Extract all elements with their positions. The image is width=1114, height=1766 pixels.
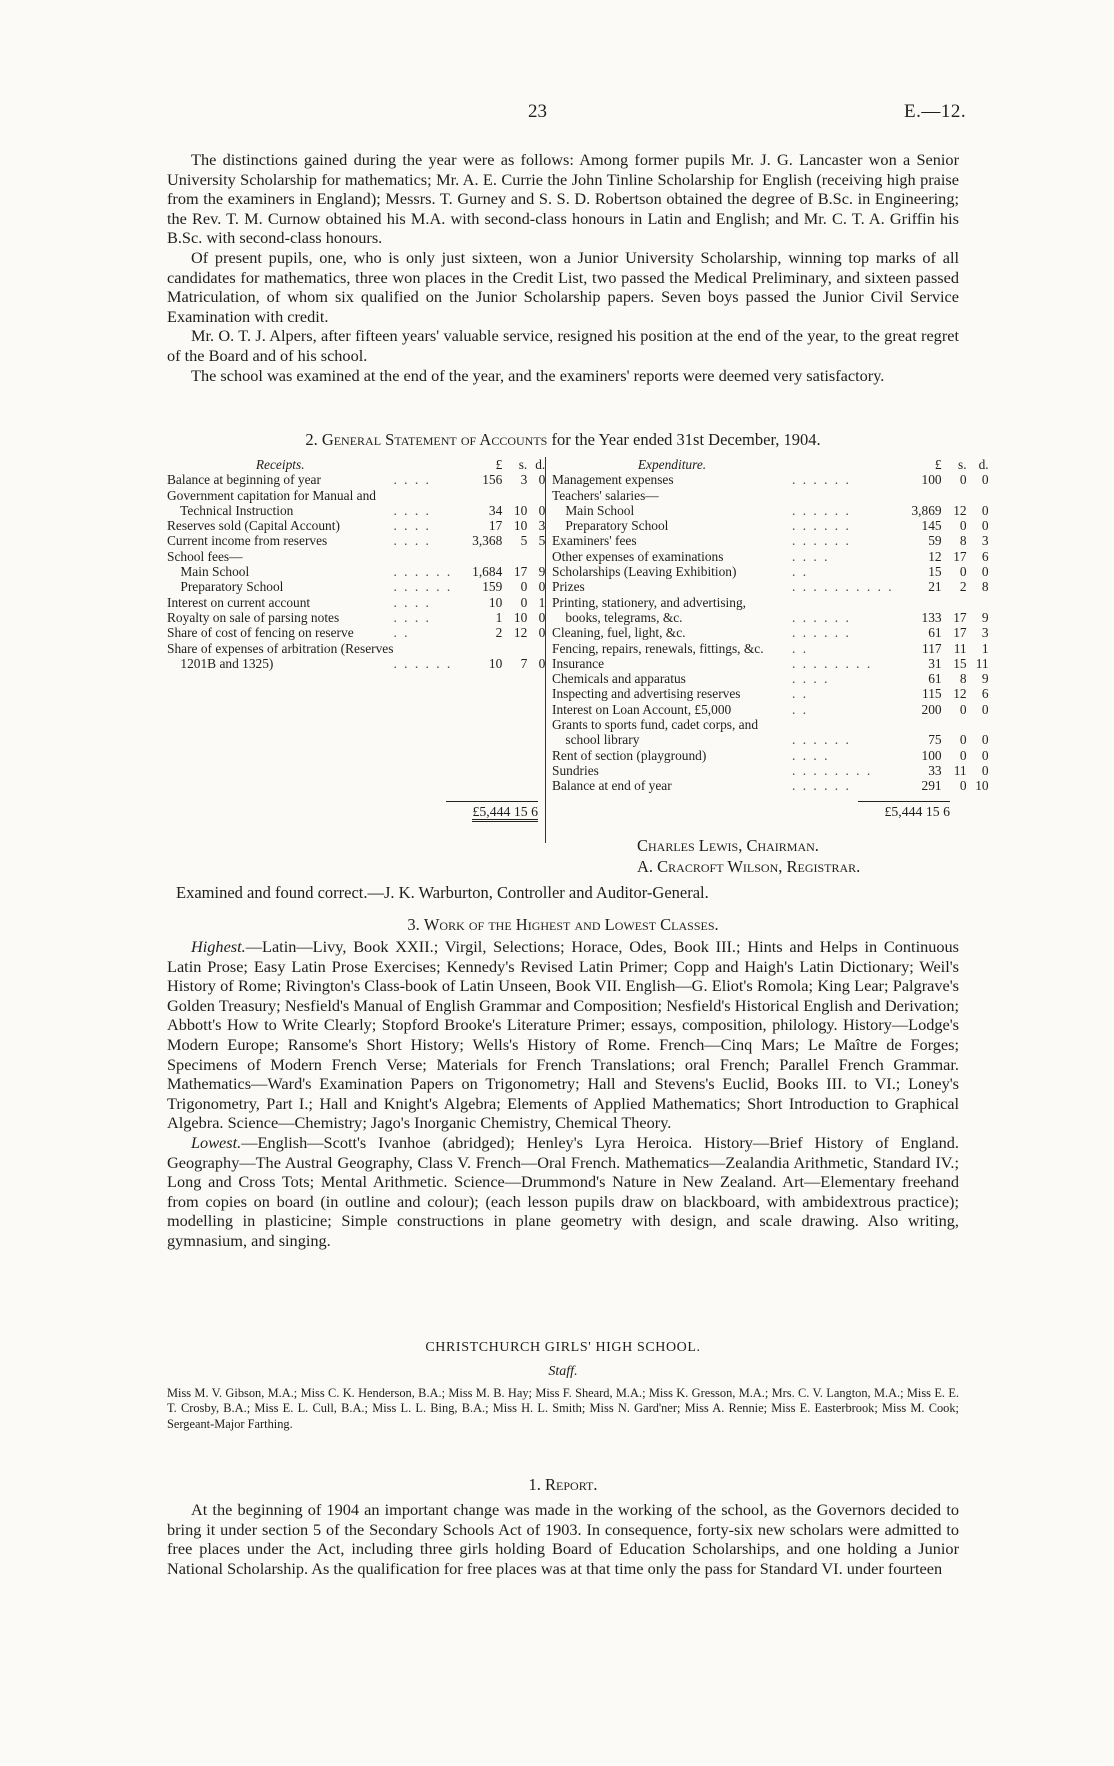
amount-pounds: 200 [921, 701, 942, 717]
amount-pounds: 117 [922, 640, 942, 656]
amount-shillings: 0 [959, 518, 967, 534]
leader-dots: . . . . [792, 548, 830, 564]
amount-pence: 0 [981, 472, 989, 488]
account-label: Cleaning, fuel, light, &c. [552, 625, 686, 641]
amount-shillings: 10 [513, 502, 528, 518]
amount-pence: 0 [538, 625, 546, 641]
amount-pence: 3 [981, 625, 989, 641]
accounts-title: 2. General Statement of Accounts for the Year ended 31st December, 1904. [305, 430, 821, 449]
leader-dots: . . . . . . [792, 533, 851, 549]
amount-pence [527, 488, 545, 503]
amount-shillings: 11 [953, 640, 967, 656]
leader-dots: . . . . . . . . [792, 655, 873, 671]
col-pence: d. [978, 457, 989, 472]
amount-pounds: 31 [928, 655, 942, 671]
amount-pence: 0 [981, 762, 989, 778]
amount-pounds [452, 549, 502, 564]
leader-dots: . . . . . . [792, 518, 851, 534]
account-label: Scholarships (Leaving Exhibition) [552, 564, 737, 580]
leader-dots: . . [792, 640, 809, 656]
leader-dots: . . [792, 701, 809, 717]
amount-pence [527, 641, 545, 656]
account-label: Inspecting and advertising reserves [552, 686, 741, 702]
amount-shillings: 17 [953, 625, 967, 641]
leader-dots: . . . . [393, 594, 431, 610]
account-label: Balance at end of year [552, 778, 672, 794]
account-label: Interest on current account [167, 594, 311, 610]
leader-dots [393, 488, 452, 503]
account-row [552, 564, 989, 579]
amount-shillings: 7 [520, 655, 528, 671]
account-row [167, 625, 545, 640]
amount-pence: 9 [981, 671, 989, 687]
amount-pounds [894, 595, 942, 610]
account-label: Printing, stationery, and advertising, [552, 594, 747, 610]
account-row [552, 518, 989, 533]
staff-heading: Staff. [548, 1364, 578, 1379]
amount-pounds [894, 488, 942, 503]
col-pence: d. [535, 457, 546, 472]
account-row [552, 686, 989, 701]
amount-shillings: 17 [953, 548, 967, 564]
account-label: Balance at beginning of year [167, 472, 321, 488]
account-label: Fencing, repairs, renewals, fittings, &c. [552, 640, 764, 656]
amount-pounds: 61 [928, 625, 942, 641]
receipts-total: £5,444 15 6 [446, 801, 538, 820]
account-row [552, 488, 989, 503]
intro-paragraph: Mr. O. T. J. Alpers, after fifteen years' valuable service, resigned his position at the end of the year, to the great regret of the Board and of his school. [167, 326, 959, 365]
account-row [167, 549, 545, 564]
leader-dots [792, 717, 894, 732]
work-title: 3. Work of the Highest and Lowest Classes. [407, 915, 719, 934]
amount-shillings: 5 [520, 533, 528, 549]
leader-dots: . . . . . . [792, 732, 851, 748]
account-row [167, 488, 545, 503]
amount-shillings: 8 [959, 533, 967, 549]
document-code: E.—12. [904, 101, 967, 122]
account-label: Prizes [552, 579, 585, 595]
account-row [167, 564, 545, 579]
amount-pence: 6 [981, 686, 989, 702]
amount-pence: 10 [975, 778, 989, 794]
account-label: Sundries [552, 762, 599, 778]
amount-shillings [502, 549, 527, 564]
account-row [552, 595, 989, 610]
account-row [167, 472, 545, 487]
amount-pounds: 10 [488, 655, 503, 671]
amount-pence [967, 488, 989, 503]
expenditure-table [552, 457, 989, 794]
amount-shillings: 0 [959, 732, 967, 748]
amount-pounds: 2 [495, 625, 503, 641]
intro-paragraph: The distinctions gained during the year were as follows: Among former pupils Mr. J. G. Lancaster won a Senior University Scholarship for mathematics; Mr. A. E. Currie the John Tinline Scholarship for English (receiving high praise from the examiners in England); Messrs. T. Gurney and S. S. D. Robertson obtained the degree of B.Sc. in Engineering; the Rev. T. M. Curnow obtained his M.A. with second-class honours in Latin and English; and Mr. C. T. A. Griffin his B.Sc. with second-class honours. [167, 150, 959, 248]
account-row [167, 579, 545, 594]
amount-pounds: 10 [488, 594, 503, 610]
amount-shillings: 0 [959, 701, 967, 717]
amount-pounds: 75 [928, 732, 942, 748]
amount-shillings [502, 641, 527, 656]
amount-shillings [502, 488, 527, 503]
lowest-paragraph: Lowest.—English—Scott's Ivanhoe (abridged); Henley's Lyra Heroica. History—Brief History of England. Geography—The Austral Geography, Class V. French—Oral French. Mathematics—Zealandia Arithmetic, Standard IV.; Long and Cross Tots; Mental Arithmetic. Science—Drummond's Nature in New Zealand. Art—Elementary freehand from copies on board (in outline and colour); (each lesson pupils draw on blackboard, with ambidextrous practice); modelling in plasticine; Simple constructions in plane geometry with design, and scale drawing. Also writing, gymnasium, and singing. [167, 1132, 959, 1250]
account-row [552, 778, 989, 793]
amount-shillings: 0 [959, 778, 967, 794]
account-label: Share of cost of fencing on reserve [167, 625, 354, 641]
amount-shillings: 12 [953, 686, 967, 702]
leader-dots: . . . . . . [792, 609, 851, 625]
intro-paragraph: Of present pupils, one, who is only just sixteen, won a Junior University Scholarship, winning top marks of all candidates for mathematics, three won places in the Credit List, two passed the Medical Preliminary, and sixteen passed Matriculation, of whom six qualified on the Junior Scholarship papers. Seven boys passed the Junior Civil Service Examination with credit. [167, 247, 959, 326]
col-pounds: £ [934, 457, 942, 472]
amount-shillings: 10 [513, 609, 528, 625]
intro-section [167, 150, 959, 385]
account-row [552, 533, 989, 548]
amount-shillings: 10 [513, 518, 528, 534]
amount-pounds: 3,368 [472, 533, 503, 549]
page-number: 23 [528, 101, 547, 122]
amount-pence: 1 [981, 640, 989, 656]
leader-dots: . . . . . . . . [792, 762, 873, 778]
account-label: Main School [167, 564, 250, 580]
amount-pence: 0 [538, 609, 546, 625]
leader-dots: . . . . . . [792, 778, 851, 794]
account-label: Examiners' fees [552, 533, 637, 549]
leader-dots: . . . . [393, 502, 431, 518]
account-label: Other expenses of examinations [552, 548, 724, 564]
expenditure-header-row [552, 457, 989, 472]
amount-pence: 3 [981, 533, 989, 549]
leader-dots [393, 641, 452, 656]
leader-dots: . . . . [393, 609, 431, 625]
account-row [552, 625, 989, 640]
account-row [552, 549, 989, 564]
leader-dots: . . [393, 625, 410, 641]
amount-shillings: 2 [959, 579, 967, 595]
account-row [552, 748, 989, 763]
amount-shillings: 11 [953, 762, 967, 778]
amount-pence: 11 [975, 655, 989, 671]
amount-pounds: 1,684 [472, 564, 503, 580]
report-title: 1. Report. [528, 1475, 598, 1494]
amount-shillings: 17 [953, 609, 967, 625]
amount-shillings: 12 [513, 625, 528, 641]
col-pounds: £ [495, 457, 503, 472]
account-label: 1201B and 1325) [167, 655, 274, 671]
amount-shillings [942, 717, 967, 732]
staff-list: Miss M. V. Gibson, M.A.; Miss C. K. Henderson, B.A.; Miss M. B. Hay; Miss F. Sheard, M.A.; Miss K. Gresson, M.A.; Mrs. C. V. Langton, M.A.; Miss E. E. T. Crosby, B.A.; Miss E. L. Cull, B.A.; Miss L. L. Bing, B.A.; Miss H. L. Smith; Miss N. Gard'ner; Miss A. Rennie; Miss E. Easterbrook; Miss M. Cook; Sergeant-Major Farthing. [167, 1386, 959, 1431]
column-divider [545, 457, 546, 843]
amount-pence: 1 [538, 594, 546, 610]
amount-pounds: 3,869 [911, 502, 942, 518]
leader-dots: . . . . [792, 747, 830, 763]
amount-pounds: 156 [482, 472, 503, 488]
amount-pence: 0 [538, 655, 546, 671]
account-row [552, 656, 989, 671]
account-label: Technical Instruction [167, 502, 294, 518]
lowest-label: Lowest. [191, 1132, 242, 1152]
amount-pounds: 21 [928, 579, 942, 595]
account-row [552, 671, 989, 686]
amount-pence: 0 [981, 747, 989, 763]
amount-pence: 9 [981, 609, 989, 625]
account-label: Preparatory School [552, 518, 669, 534]
account-row [552, 732, 989, 747]
amount-pence [967, 717, 989, 732]
account-label: Teachers' salaries— [552, 487, 659, 503]
amount-pounds: 115 [922, 686, 942, 702]
account-label: Insurance [552, 655, 605, 671]
account-label: Rent of section (playground) [552, 747, 707, 763]
amount-pounds: 159 [482, 579, 503, 595]
account-label: Royalty on sale of parsing notes [167, 609, 340, 625]
account-row [552, 702, 989, 717]
amount-pence: 0 [538, 472, 546, 488]
amount-pounds [452, 488, 502, 503]
account-row [167, 641, 545, 656]
amount-pounds: 1 [495, 609, 503, 625]
amount-shillings: 0 [959, 472, 967, 488]
amount-shillings: 15 [953, 655, 967, 671]
work-section [167, 937, 959, 1251]
amount-pounds: 133 [921, 609, 942, 625]
receipts-header-row [167, 457, 545, 472]
amount-pounds: 17 [488, 518, 503, 534]
amount-pounds: 100 [921, 747, 942, 763]
amount-shillings: 0 [959, 747, 967, 763]
amount-pence: 0 [981, 701, 989, 717]
amount-shillings [942, 488, 967, 503]
leader-dots: . . [792, 564, 809, 580]
account-label: Interest on Loan Account, £5,000 [552, 701, 732, 717]
amount-pounds [452, 641, 502, 656]
amount-pence: 0 [981, 518, 989, 534]
report-section [167, 1500, 959, 1578]
account-label: Reserves sold (Capital Account) [167, 518, 340, 534]
amount-shillings: 3 [520, 472, 528, 488]
leader-dots: . . . . . . [393, 564, 453, 580]
leader-dots: . . . . [792, 671, 830, 687]
leader-dots: . . . . . . [792, 472, 851, 488]
amount-pence: 0 [981, 564, 989, 580]
col-shillings: s. [518, 457, 528, 472]
account-label: School fees— [167, 548, 243, 564]
account-row [167, 533, 545, 548]
amount-pence: 3 [538, 518, 546, 534]
amount-pence: 5 [538, 533, 546, 549]
amount-pounds: 12 [928, 548, 942, 564]
account-row [552, 717, 989, 732]
leader-dots: . . . . . . . . . . [792, 579, 894, 595]
leader-dots [792, 488, 894, 503]
leader-dots: . . . . . . [393, 655, 453, 671]
amount-shillings: 0 [959, 564, 967, 580]
amount-pence: 0 [538, 579, 546, 595]
leader-dots: . . . . . . [792, 625, 851, 641]
account-row [167, 503, 545, 518]
account-label: books, telegrams, &c. [552, 609, 683, 625]
highest-paragraph: Highest.—Latin—Livy, Book XXII.; Virgil, Selections; Horace, Odes, Book III.; Hints and Helps in Continuous Latin Prose; Easy Latin Prose Exercises; Kennedy's Revised Latin Primer; Copp and Haigh's Latin Dictionary; Weil's History of Rome; Rivington's Class-book of Latin Unseen, Book VII. English—G. Eliot's Romola; King Lear; Palgrave's Golden Treasury; Nesfield's Manual of English Grammar and Composition; Nesfield's Historical English and Derivation; Abbott's How to Write Clearly; Stopford Brooke's Literature Primer; essays, composition, philology. History—Lodge's Modern Europe; Ransome's Short History; Wells's History of Rome. French—Cinq Mars; Le Maître de Forges; Specimens of Modern French Verse; Materials for French Translations; oral French; Parallel French Grammar. Mathematics—Ward's Examination Papers on Trigonometry; Hall and Stevens's Euclid, Books III. to VI.; Loney's Trigonometry, Part I.; Hall and Knight's Algebra; Elements of Applied Mathematics; Short Introduction to Graphical Algebra. Science—Chemistry; Jago's Inorganic Chemistry, Chemical Theory. [167, 937, 959, 1133]
amount-pence: 0 [981, 732, 989, 748]
expenditure-total: £5,444 15 6 [858, 801, 950, 820]
amount-pounds: 291 [921, 778, 942, 794]
amount-pounds: 33 [928, 762, 942, 778]
amount-pounds [894, 717, 942, 732]
receipts-heading: Receipts. [255, 457, 305, 472]
account-row [552, 503, 989, 518]
amount-pence [527, 549, 545, 564]
amount-pounds: 15 [928, 564, 942, 580]
account-label: Chemicals and apparatus [552, 671, 686, 687]
leader-dots: . . . . [393, 533, 431, 549]
amount-pence: 0 [538, 502, 546, 518]
account-row [552, 763, 989, 778]
chairman-signature: Charles Lewis, Chairman. [637, 836, 819, 855]
amount-pence: 6 [981, 548, 989, 564]
account-row [552, 610, 989, 625]
account-label: Share of expenses of arbitration (Reserves [167, 640, 394, 656]
report-paragraph: At the beginning of 1904 an important change was made in the working of the school, as the Governors decided to bring it under section 5 of the Secondary Schools Act of 1903. In consequence, forty-six new scholars were admitted to free places under the Act, including three girls holding Board of Education Scholarships, and one holding a Junior National Scholarship. As the qualification for free places was at that time only the pass for Standard VI. under fourteen [167, 1500, 959, 1578]
account-label: Preparatory School [167, 579, 284, 595]
amount-pence: 9 [538, 564, 546, 580]
amount-shillings: 17 [513, 564, 528, 580]
amount-shillings: 0 [520, 579, 528, 595]
account-row [167, 595, 545, 610]
account-label: Grants to sports fund, cadet corps, and [552, 717, 759, 733]
account-row [552, 472, 989, 487]
leader-dots: . . . . [393, 518, 431, 534]
leader-dots: . . . . . . [393, 579, 453, 595]
account-label: Management expenses [552, 472, 674, 488]
leader-dots [393, 549, 452, 564]
amount-pounds: 34 [488, 502, 503, 518]
leader-dots: . . . . . . [792, 502, 851, 518]
amount-pence: 0 [981, 502, 989, 518]
leader-dots: . . . . [393, 472, 431, 488]
amount-pounds: 145 [921, 518, 942, 534]
registrar-signature: A. Cracroft Wilson, Registrar. [637, 857, 861, 876]
account-label: Main School [552, 502, 635, 518]
account-label: Government capitation for Manual and [167, 487, 376, 503]
account-row [167, 656, 545, 671]
account-row [167, 610, 545, 625]
account-row [167, 518, 545, 533]
leader-dots: . . [792, 686, 809, 702]
account-row [552, 641, 989, 656]
amount-pence: 8 [981, 579, 989, 595]
highest-label: Highest. [191, 937, 246, 956]
amount-shillings: 12 [953, 502, 967, 518]
amount-pence [967, 595, 989, 610]
account-label: school library [552, 732, 640, 748]
receipts-table [167, 457, 545, 671]
leader-dots [792, 595, 894, 610]
amount-pounds: 100 [921, 472, 942, 488]
intro-paragraph: The school was examined at the end of the year, and the examiners' reports were deemed very satisfactory. [191, 365, 885, 385]
account-label: Current income from reserves [167, 533, 328, 549]
col-shillings: s. [958, 457, 967, 472]
amount-pounds: 59 [928, 533, 942, 549]
account-row [552, 579, 989, 594]
amount-shillings [942, 595, 967, 610]
examined-statement: Examined and found correct.—J. K. Warburton, Controller and Auditor-General. [176, 883, 709, 902]
amount-shillings: 8 [959, 671, 967, 687]
expenditure-heading: Expenditure. [637, 457, 707, 472]
amount-shillings: 0 [520, 594, 528, 610]
girls-school-title: CHRISTCHURCH GIRLS' HIGH SCHOOL. [425, 1340, 701, 1355]
amount-pounds: 61 [928, 671, 942, 687]
